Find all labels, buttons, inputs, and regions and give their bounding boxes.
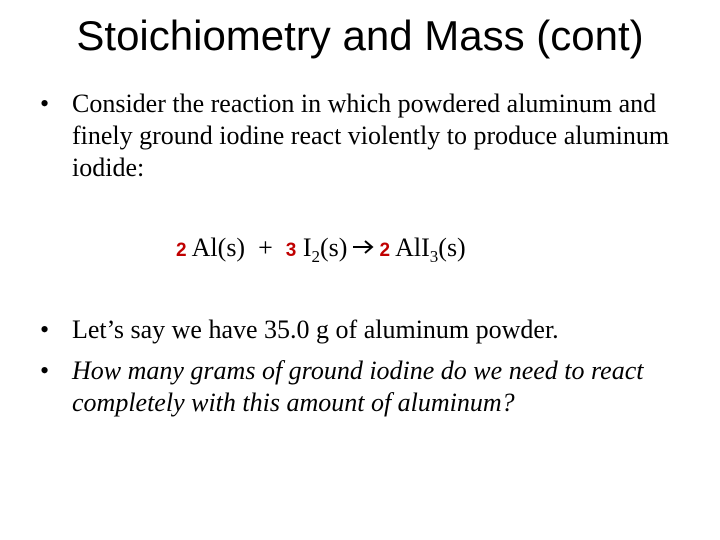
coefficient-iodine: 3	[285, 240, 297, 261]
bullet-aluminum-mass	[40, 314, 670, 346]
bullet-text: How many grams of ground iodine do we need to react completely with this amount of aluminum?	[72, 356, 644, 417]
iodine-symbol: I	[302, 233, 312, 262]
chemical-equation	[176, 232, 466, 267]
product-aluminum-iodide	[395, 233, 466, 266]
product-symbol: AlI	[395, 233, 430, 262]
bullet-question	[40, 355, 670, 419]
slide-title: Stoichiometry and Mass (cont)	[76, 12, 644, 59]
right-arrow-icon	[351, 232, 375, 250]
iodine-subscript: 2	[311, 247, 321, 266]
bullet-text: Let’s say we have 35.0 g of aluminum powder.	[72, 315, 559, 344]
reactant-aluminum: Al(s)	[191, 233, 246, 262]
product-state: (s)	[438, 233, 466, 262]
bullet-reaction-intro	[40, 88, 670, 184]
reactant-iodine	[302, 233, 348, 266]
bullet-text: Consider the reaction in which powdered aluminum and finely ground iodine react violently to produce aluminum iodide:	[72, 89, 670, 182]
coefficient-aluminum: 2	[176, 240, 187, 261]
plus-sign: +	[258, 233, 273, 262]
product-subscript: 3	[429, 247, 439, 266]
iodine-state: (s)	[320, 233, 348, 262]
bullet-symbol: •	[40, 89, 50, 118]
bullet-symbol: •	[40, 356, 50, 385]
coefficient-aluminum-iodide: 2	[379, 240, 391, 261]
bullet-symbol: •	[40, 315, 50, 344]
